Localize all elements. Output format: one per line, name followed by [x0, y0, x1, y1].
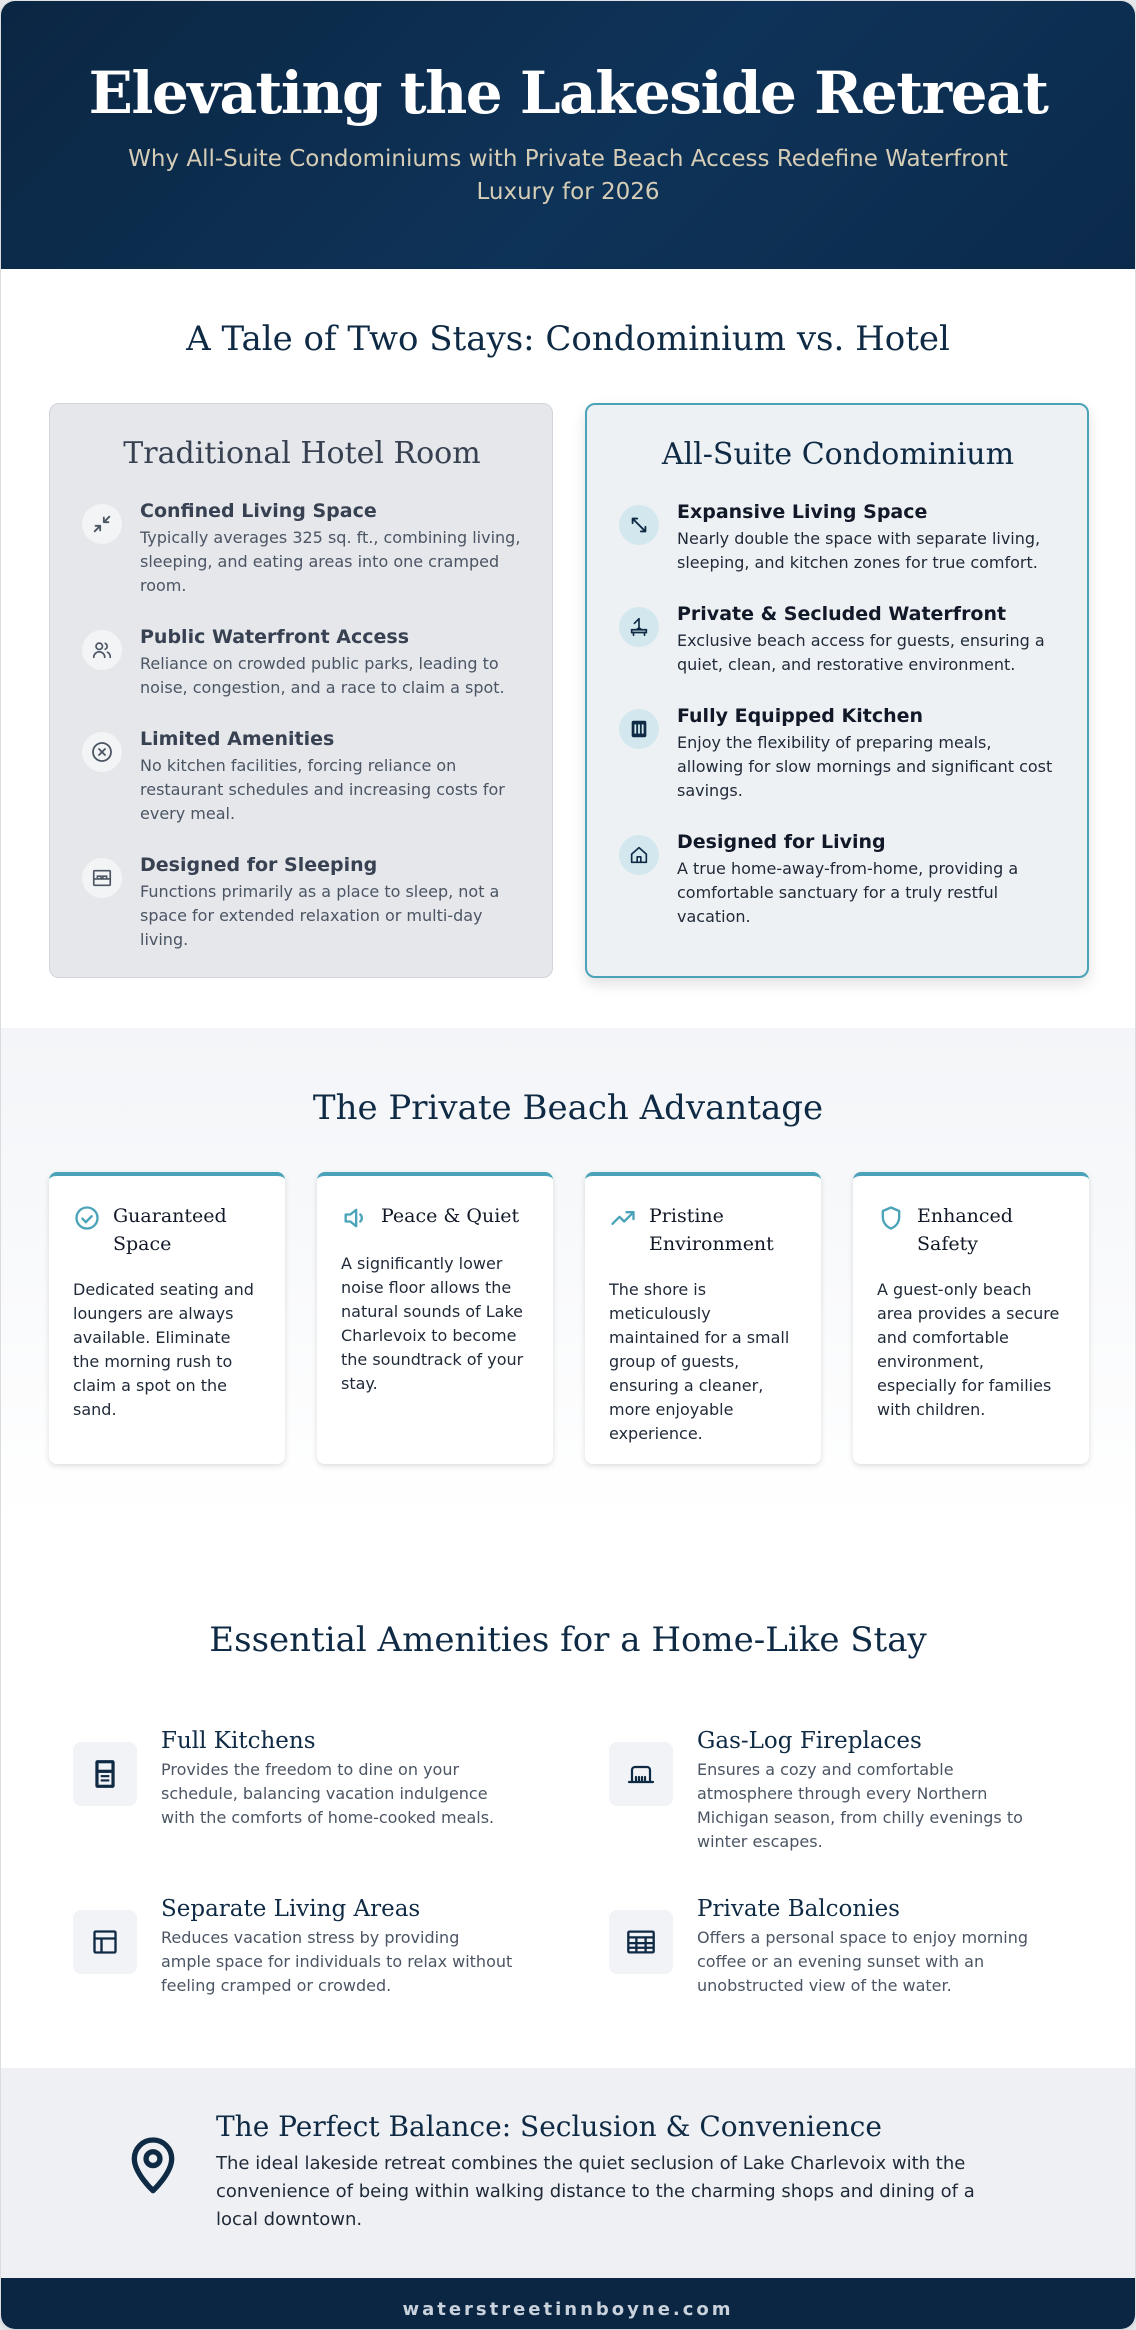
hotel-item-title: Confined Living Space	[140, 500, 377, 522]
amenity-item	[609, 1894, 1049, 1998]
hotel-item	[82, 852, 522, 952]
hotel-item	[82, 726, 522, 826]
hotel-item-text: Reliance on crowded public parks, leading to noise, congestion, and a race to claim a spot.	[140, 654, 505, 697]
condo-item	[619, 703, 1057, 803]
comparison-title: A Tale of Two Stays: Condominium vs. Hotel	[186, 319, 950, 359]
hotel-item-title: Designed for Sleeping	[140, 854, 378, 876]
condo-item-title: Expansive Living Space	[677, 501, 928, 523]
bed-icon	[82, 858, 122, 898]
amenity-text: Reduces vacation stress by providing ample space for individuals to relax without feeling cramped or crowded.	[161, 1928, 513, 1995]
condo-item-text: A true home-away-from-home, providing a comfortable sanctuary for a truly restful vacation.	[677, 859, 1019, 926]
condo-item	[619, 601, 1057, 677]
shield-icon	[877, 1204, 905, 1232]
beach-card-title: Guaranteed Space	[113, 1205, 227, 1255]
hotel-item-text: Typically averages 325 sq. ft., combining living, sleeping, and eating areas into one cramped room.	[140, 528, 521, 595]
kitchen-icon	[619, 709, 659, 749]
beach-card-text: A significantly lower noise floor allows the natural sounds of Lake Charlevoix to become the soundtrack of your stay.	[341, 1254, 524, 1393]
beach-cards	[1, 1172, 1135, 1472]
comparison-section	[1, 269, 1135, 1028]
fridge-icon	[73, 1742, 137, 1806]
beach-card-title: Pristine Environment	[649, 1205, 774, 1255]
condo-item-text: Enjoy the flexibility of preparing meals, allowing for slow mornings and significant cost savings.	[677, 733, 1053, 800]
condo-item-title: Private & Secluded Waterfront	[677, 603, 1007, 625]
beach-card	[853, 1172, 1089, 1464]
home-icon	[619, 835, 659, 875]
condo-item	[619, 499, 1057, 575]
condo-item-text: Nearly double the space with separate living, sleeping, and kitchen zones for true comfort.	[677, 529, 1041, 572]
footer-website[interactable]: waterstreetinnboyne.com	[402, 2299, 734, 2320]
amenity-title: Full Kitchens	[161, 1728, 316, 1754]
condo-item-title: Fully Equipped Kitchen	[677, 705, 924, 727]
amenity-text: Provides the freedom to dine on your schedule, balancing vacation indulgence with the comforts of home-cooked meals.	[161, 1760, 495, 1827]
people-icon	[82, 630, 122, 670]
balance-section	[1, 2068, 1135, 2278]
amenity-text: Ensures a cozy and comfortable atmosphere through every Northern Michigan season, from chilly evenings to winter escapes.	[697, 1760, 1023, 1851]
speaker-icon	[341, 1204, 369, 1232]
balance-title: The Perfect Balance: Seclusion & Convenience	[216, 2110, 882, 2143]
compress-arrows-icon	[82, 504, 122, 544]
hotel-item	[82, 498, 522, 598]
balance-text: The ideal lakeside retreat combines the quiet seclusion of Lake Charlevoix with the convenience of being within walking distance to the charming shops and dining of a local downtown.	[216, 2153, 975, 2230]
amenity-title: Private Balconies	[697, 1896, 900, 1922]
amenity-item	[73, 1726, 513, 1830]
beach-section	[1, 1028, 1135, 1523]
page-title: Elevating the Lakeside Retreat	[88, 59, 1048, 127]
condo-column-title: All-Suite Condominium	[661, 437, 1015, 472]
condo-column	[585, 403, 1089, 978]
check-circle-icon	[73, 1204, 101, 1232]
condo-item-title: Designed for Living	[677, 831, 886, 853]
layout-icon	[73, 1910, 137, 1974]
hotel-item-title: Limited Amenities	[140, 728, 335, 750]
hotel-item	[82, 624, 522, 700]
amenity-item	[609, 1726, 1049, 1854]
page-subtitle: Why All-Suite Condominiums with Private Beach Access Redefine Waterfront Luxury for 2026	[128, 146, 1008, 205]
beach-card	[317, 1172, 553, 1464]
beach-card-text: A guest-only beach area provides a secure and comfortable environment, especially for families with children.	[877, 1280, 1060, 1419]
x-circle-icon	[82, 732, 122, 772]
amenities-section	[1, 1523, 1135, 2068]
fireplace-icon	[609, 1742, 673, 1806]
hero-header	[1, 1, 1135, 269]
footer	[1, 2278, 1135, 2329]
beach-card-text: The shore is meticulously maintained for a small group of guests, ensuring a cleaner, more enjoyable experience.	[609, 1280, 790, 1443]
beach-card	[49, 1172, 285, 1464]
condo-item-text: Exclusive beach access for guests, ensuring a quiet, clean, and restorative environment.	[677, 631, 1045, 674]
beach-chair-icon	[619, 607, 659, 647]
beach-card-title: Peace & Quiet	[381, 1205, 520, 1227]
hotel-item-title: Public Waterfront Access	[140, 626, 410, 648]
hotel-item-text: No kitchen facilities, forcing reliance on restaurant schedules and increasing costs for every meal.	[140, 756, 505, 823]
beach-card	[585, 1172, 821, 1464]
map-pin-icon	[121, 2132, 185, 2196]
infographic-page	[1, 1, 1135, 2329]
amenity-title: Gas-Log Fireplaces	[697, 1728, 922, 1754]
trend-up-icon	[609, 1204, 637, 1232]
beach-card-text: Dedicated seating and loungers are always available. Eliminate the morning rush to claim a spot on the sand.	[73, 1280, 254, 1419]
amenities-title: Essential Amenities for a Home-Like Stay	[209, 1620, 927, 1660]
amenity-text: Offers a personal space to enjoy morning coffee or an evening sunset with an unobstructed view of the water.	[697, 1928, 1029, 1995]
hotel-column-title: Traditional Hotel Room	[123, 436, 481, 471]
condo-item	[619, 829, 1057, 929]
amenity-title: Separate Living Areas	[161, 1896, 421, 1922]
expand-arrows-icon	[619, 505, 659, 545]
balcony-icon	[609, 1910, 673, 1974]
hotel-item-text: Functions primarily as a place to sleep, not a space for extended relaxation or multi-day living.	[140, 882, 500, 949]
amenity-item	[73, 1894, 513, 1998]
amenities-grid	[1, 1726, 1135, 2046]
comparison-columns	[1, 403, 1135, 983]
hotel-column	[49, 403, 553, 978]
beach-card-title: Enhanced Safety	[917, 1205, 1013, 1255]
beach-title: The Private Beach Advantage	[312, 1088, 824, 1128]
